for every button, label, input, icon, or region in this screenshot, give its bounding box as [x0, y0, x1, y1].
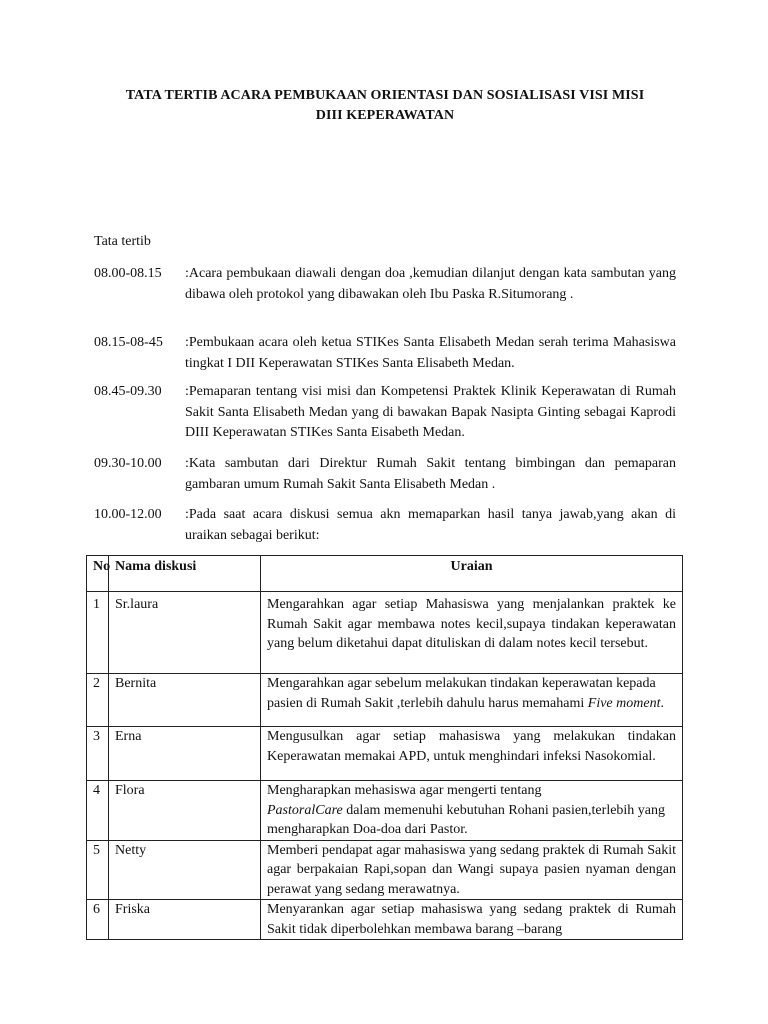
table-row — [87, 840, 683, 900]
row-nama: Bernita — [109, 674, 261, 727]
uraian-text: Memberi pendapat agar mahasiswa yang sedang praktek di Rumah Sakit agar berpakaian Rapi,sopan dan Wangi supaya pasien nyaman dengan perawat yang sedang merawatnya. — [267, 842, 676, 897]
row-uraian — [261, 781, 683, 841]
schedule-desc — [185, 333, 676, 374]
row-no: 6 — [87, 900, 109, 940]
schedule-item — [94, 505, 676, 546]
table-row — [87, 674, 683, 727]
row-nama: Flora — [109, 781, 261, 841]
uraian-text-post: . — [660, 695, 664, 711]
row-no: 3 — [87, 727, 109, 781]
title-line-2: DIII KEPERAWATAN — [315, 108, 455, 123]
row-no: 1 — [87, 592, 109, 674]
row-uraian — [261, 592, 683, 674]
schedule-time: 08.00-08.15 — [94, 266, 162, 281]
table-row — [87, 727, 683, 781]
uraian-text-post: dalam memenuhi kebutuhan Rohani pasien,terlebih yang mengharapkan Doa-doa dari Pastor. — [267, 802, 666, 837]
row-nama: Erna — [109, 727, 261, 781]
schedule-item — [94, 382, 676, 444]
schedule-item — [94, 454, 676, 495]
row-no: 4 — [87, 781, 109, 841]
schedule-time: 08.45-09.30 — [94, 384, 162, 399]
table-row — [87, 592, 683, 674]
schedule-time: 09.30-10.00 — [94, 456, 162, 471]
uraian-text: Menyarankan agar setiap mahasiswa yang sedang praktek di Rumah Sakit tidak diperbolehkan membawa barang –barang — [267, 902, 676, 937]
uraian-text: Mengharapkan mehasiswa agar mengerti tentang — [267, 783, 542, 798]
uraian-italic: Five moment — [587, 695, 661, 711]
schedule-item — [94, 333, 676, 374]
schedule-desc: :Pada saat acara diskusi semua akn memaparkan hasil tanya jawab,yang akan di uraikan sebagai berikut: — [185, 507, 676, 543]
table-row — [87, 900, 683, 940]
section-label: Tata tertib — [94, 234, 151, 249]
schedule-time: 08.15-08-45 — [94, 335, 163, 350]
schedule-desc-text: :Pembukaan acara oleh ketua STIKes Santa Elisabeth Medan serah terima Mahasiswa tingkat I DII Keperawatan STIKes Santa Elisabeth Medan. — [185, 335, 676, 371]
title-line-1: TATA TERTIB ACARA PEMBUKAAN ORIENTASI DAN SOSIALISASI VISI MISI — [125, 88, 645, 103]
schedule-desc: :Pemaparan tentang visi misi dan Kompetensi Praktek Klinik Keperawatan di Rumah Sakit Santa Elisabeth Medan yang di bawakan Bapak Nasipta Ginting sebagai Kaprodi DIII Keperawatan STIKes Santa Eisabeth Medan. — [185, 384, 676, 440]
discussion-table — [86, 555, 683, 940]
row-uraian — [261, 840, 683, 900]
row-nama: Sr.laura — [109, 592, 261, 674]
row-no: 2 — [87, 674, 109, 727]
uraian-text: Mengusulkan agar setiap mahasiswa yang melakukan tindakan Keperawatan memakai APD, untuk menghindari infeksi Nasokomial. — [267, 729, 676, 764]
row-uraian — [261, 674, 683, 727]
header-no: No — [87, 556, 109, 592]
header-nama: Nama diskusi — [109, 556, 261, 592]
row-no: 5 — [87, 840, 109, 900]
header-uraian: Uraian — [261, 556, 683, 592]
table-header-row — [87, 556, 683, 592]
row-uraian — [261, 900, 683, 940]
table-row — [87, 781, 683, 841]
row-nama: Netty — [109, 840, 261, 900]
uraian-text: Mengarahkan agar sebelum melakukan tindakan keperawatan kepada pasien di Rumah Sakit ,terlebih dahulu harus memahami — [267, 676, 656, 711]
schedule-item — [94, 264, 676, 305]
uraian-text: Mengarahkan agar setiap Mahasiswa yang menjalankan praktek ke Rumah Sakit agar membawa notes kecil,supaya tindakan keperawatan yang belum diketahui dapat dituliskan di dalam notes kecil tersebut. — [267, 597, 676, 651]
uraian-italic: PastoralCare — [267, 802, 343, 818]
schedule-desc: :Acara pembukaan diawali dengan doa ,kemudian dilanjut dengan kata sambutan yang dibawa oleh protokol yang dibawakan oleh Ibu Paska R.Situmorang . — [185, 266, 676, 302]
schedule-time: 10.00-12.00 — [94, 507, 162, 522]
document-title — [90, 86, 680, 126]
schedule-desc: :Kata sambutan dari Direktur Rumah Sakit tentang bimbingan dan pemaparan gambaran umum Rumah Sakit Santa Elisabeth Medan . — [185, 456, 676, 492]
row-uraian — [261, 727, 683, 781]
row-nama: Friska — [109, 900, 261, 940]
